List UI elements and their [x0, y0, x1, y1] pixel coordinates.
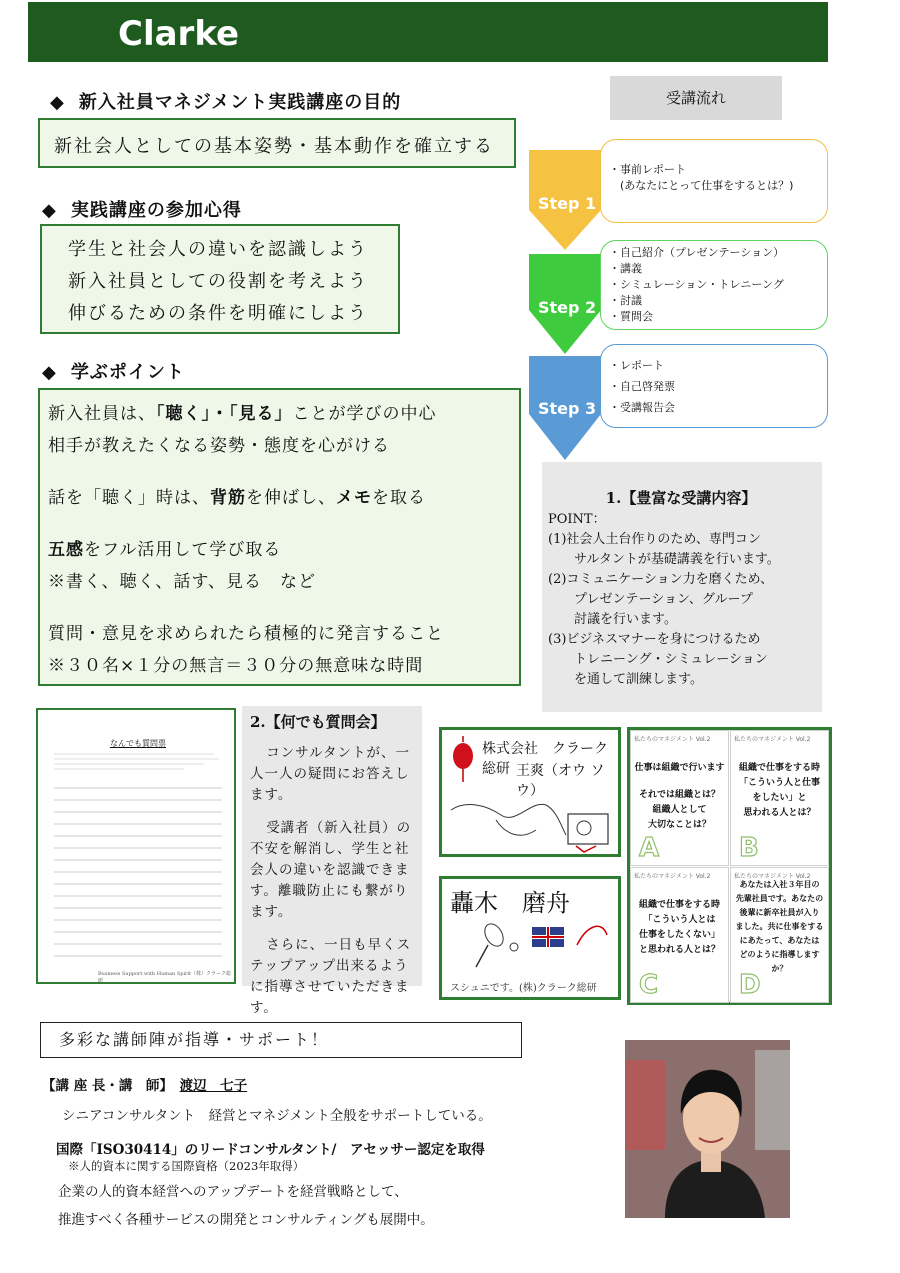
lecturer-section [42, 1074, 602, 1228]
step-item: ・シミュレーション・トレニーング [609, 278, 784, 291]
rich-line: トレニーング・シミュレーション [548, 652, 768, 667]
lecturer-photo [625, 1040, 790, 1218]
qa-para: 受講者（新入社員）の不安を解消し、学生と社会人の違いを認識できます。離職防止にも繋がります。 [250, 820, 412, 920]
rich-line: プレゼンテーション、グループ [548, 592, 753, 607]
lecturer-title-line: 【講 座 長・講 師】 渡辺 七子 [42, 1078, 248, 1094]
handwritten-card-2 [439, 876, 621, 1000]
step2-box [600, 240, 828, 330]
step3-label: Step 3 [538, 399, 597, 418]
step-item: ・受講報告会 [609, 401, 675, 414]
lecturer-p1: 企業の人的資本経営へのアップデートを経営戦略として、 [58, 1184, 408, 1200]
map-sketch [446, 780, 621, 856]
rich-line: (1)社会人土台作りのため、専門コン [548, 532, 761, 547]
step-item: ・レポート [609, 359, 664, 372]
diamond-bullet-icon: ◆ [42, 200, 57, 221]
points-heading: ◆ 学ぶポイント [42, 362, 185, 383]
step-item: ・自己啓発票 [609, 380, 675, 393]
purpose-text: 新社会人としての基本姿勢・基本動作を確立する [54, 136, 494, 157]
lecturer-cert: 国際「ISO30414」のリードコンサルタント/ アセッサー認定を取得 [56, 1142, 485, 1158]
diamond-bullet-icon: ◆ [42, 362, 57, 383]
portrait-illustration [625, 1040, 790, 1218]
worksheet-grid [627, 727, 832, 1005]
mindset-item: 新入社員としての役割を考えよう [68, 271, 368, 292]
question-sheet-image [36, 708, 236, 984]
rich-line: 討議を行います。 [548, 612, 677, 627]
support-banner: 多彩な講師陣が指導・サポート！ [40, 1022, 522, 1058]
points-box [38, 388, 521, 686]
card1-company: 株式会社 クラーク総研 [482, 741, 608, 777]
lecturer-p2: 推進すべく各種サービスの開発とコンサルティングも展開中。 [58, 1212, 434, 1228]
sheet-footer: Business Support with Human Spirit（株）クラーク総研 [98, 971, 232, 984]
step1-box [600, 139, 828, 223]
step1-label: Step 1 [538, 194, 597, 213]
handwritten-card-1 [439, 727, 621, 857]
step-item: ・自己紹介（プレゼンテーション） [609, 246, 785, 259]
lecturer-cert-note: ※人的資本に関する国際資格（2023年取得） [68, 1159, 305, 1173]
header-bar [28, 2, 828, 62]
rich-line: (3)ビジネスマナーを身につけるため [548, 632, 761, 647]
flow-label: 受講流れ [610, 76, 782, 120]
mindset-box [40, 224, 400, 334]
purpose-box [38, 118, 516, 168]
qa-para: コンサルタントが、一人一人の疑問にお答えします。 [250, 745, 410, 803]
lecturer-desc: シニアコンサルタント 経営とマネジメント全般をサポートしている。 [62, 1108, 492, 1124]
rich-line: サルタントが基礎講義を行います。 [548, 552, 780, 567]
diamond-bullet-icon: ◆ [50, 92, 65, 113]
card2-sketch [442, 915, 621, 975]
qa-box [242, 706, 422, 1016]
lecturer-name: 渡辺 七子 [179, 1078, 248, 1094]
lantern-icon [448, 736, 478, 786]
step2-label: Step 2 [538, 298, 597, 317]
point-line: 話を「聴く」時は、背筋を伸ばし、メモを取る [48, 488, 426, 508]
point-line: 相手が教えたくなる姿勢・態度を心がける [48, 436, 390, 456]
grid-cell-d: 私たちのマネジメント Vol.2 あなたは入社３年目の 先輩社員です。あなたの 後輩に新卒社員が入り ました。共に仕事をする にあたって、あなたは どのように指導しますか？ D [730, 867, 829, 1003]
qa-title: 2.【何でも質問会】 [250, 713, 386, 731]
point-line: ※書く、聴く、話す、見る など [48, 572, 316, 592]
grid-cell-a: 私たちのマネジメント Vol.2 仕事は組織で行います それでは組織とは？ 組織人として 大切なことは？ A [630, 730, 729, 866]
step3-box [600, 344, 828, 428]
step-item: ・討議 [609, 294, 642, 307]
grid-cell-c: 私たちのマネジメント Vol.2 組織で仕事をする時 「こういう人とは 仕事をしたくない」 と思われる人とは？ C [630, 867, 729, 1003]
step-item: ・事前レポート [609, 163, 686, 176]
rich-point-label: POINT： [548, 512, 606, 527]
sheet-lines [54, 750, 222, 970]
purpose-heading: ◆ 新入社員マネジメント実践講座の目的 [50, 92, 402, 113]
rich-line: (2)コミュニケーション力を磨くため、 [548, 572, 774, 587]
card2-name: 轟木 磨舟 [450, 889, 570, 917]
card2-bottom-text: スシュニです。(株)クラーク総研 [450, 983, 597, 994]
rich-content-box [542, 462, 822, 712]
grid-cell-b: 私たちのマネジメント Vol.2 組織で仕事をする時 「こういう人と仕事 をしたい」と 思われる人とは？ B [730, 730, 829, 866]
mindset-item: 伸びるための条件を明確にしよう [68, 303, 368, 324]
sheet-title: なんでも質問票 [110, 739, 166, 748]
point-line: 新入社員は、「聴く」・「見る」ことが学びの中心 [48, 404, 437, 424]
step-item: ・質問会 [609, 310, 653, 323]
point-line: ※３０名×１分の無言＝３０分の無意味な時間 [48, 656, 424, 676]
step-item: (あなたにとって仕事をするとは？) [609, 179, 794, 192]
mindset-heading: ◆ 実践講座の参加心得 [42, 200, 242, 221]
qa-para: さらに、一日も早くステップアップ出来るように指導させていただきます。 [250, 937, 412, 1016]
card1-name: 王爽（オウ ソウ） [516, 763, 605, 799]
point-line: 五感をフル活用して学び取る [48, 540, 282, 560]
step-item: ・講義 [609, 262, 642, 275]
brand-logo-text: Clarke [118, 14, 240, 54]
rich-title: 1.【豊富な受講内容】 [605, 489, 757, 507]
point-line: 質問・意見を求められたら積極的に発言すること [48, 624, 444, 644]
rich-line: を通して訓練します。 [548, 672, 703, 687]
mindset-item: 学生と社会人の違いを認識しよう [68, 239, 368, 260]
